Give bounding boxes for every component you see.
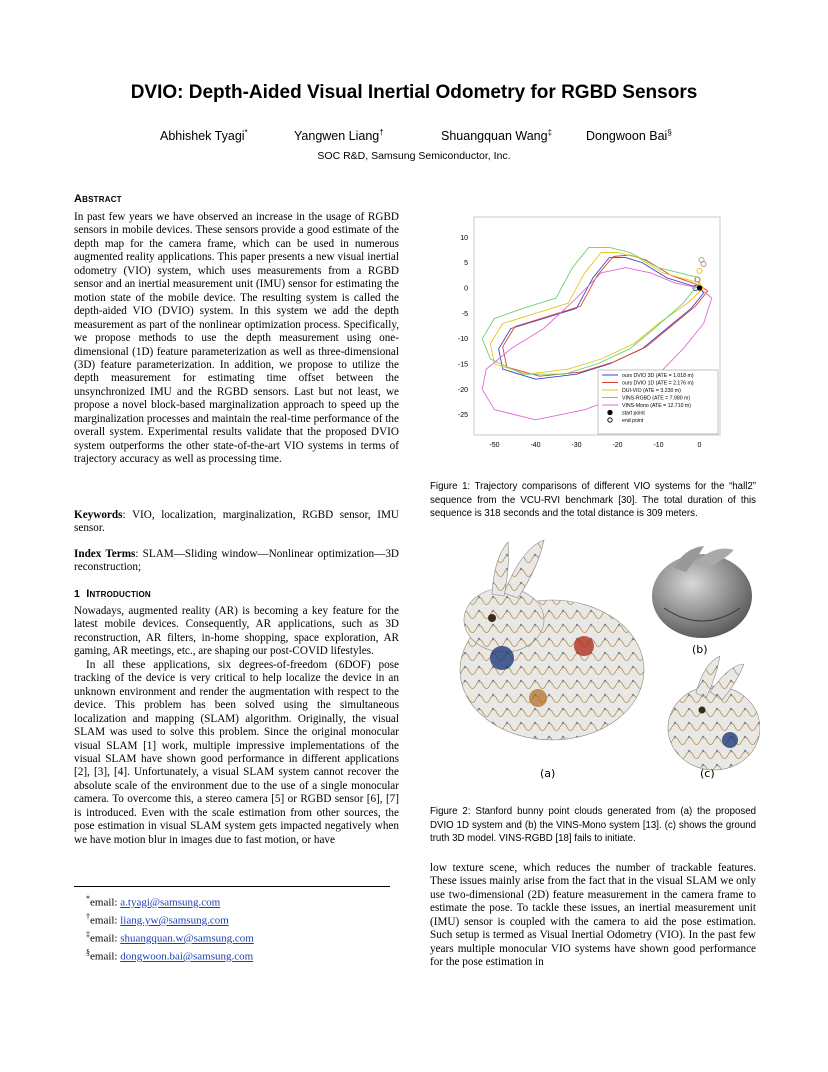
- abstract-section: [74, 193, 399, 467]
- email-link-2[interactable]: liang.yw@samsung.com: [120, 914, 229, 927]
- legend-label-5: VINS-Mono (ATE = 12.710 m): [622, 403, 691, 409]
- x-tick-label: -10: [653, 442, 664, 449]
- figure-2-caption: Figure 2: Stanford bunny point clouds generated from (a) the proposed DVIO 1D system and (b) the VINS-Mono system [13]. (c) shows the ground truth 3D model. VINS-RGBD [18] fails to initiate.: [430, 806, 756, 845]
- bunny-a-image: [460, 540, 644, 740]
- index-terms-text: : SLAM—Sliding window—Nonlinear optimization—3D reconstruction;: [74, 548, 399, 574]
- intro-paragraph-1: Nowadays, augmented reality (AR) is becoming a key feature for the latest mobile devices. Consequently, AR applications, such as 3D reconstruction, AR filters, in-home shopping, space exploration, AR gaming, AR meetings, etc., are shaping our post-COVID lifestyles.: [74, 605, 399, 658]
- intro-paragraph-2: In all these applications, six degrees-of-freedom (6DOF) pose tracking of the device is very critical to help localize the device in an unknown environment and render the augmentation with respect to the device. This problem has been solved using the simultaneous localization and mapping (SLAM) algorithm. Originally, the visual SLAM was used to solve this problem. Since the original monocular visual SLAM [1] work, multiple impressive implementations of the visual SLAM have shown good performance in different applications [2], [3], [4]. Unfortunately, a visual SLAM system cannot recover the absolute scale of the environment due to the use of a single monocular camera. To overcome this, a stereo camera [5] or RGBD sensor [6], [7] is introduced. Even with the scale estimation from other sources, the pose estimation in visual SLAM system gets impacted negatively when we have motion blur in images due to fast motion, or have: [74, 658, 399, 846]
- footnote-1: *email: a.tyagi@samsung.com: [86, 894, 221, 909]
- footnote-3: ‡email: shuangquan.w@samsung.com: [86, 930, 254, 945]
- legend-label-4: VINS-RGBD (ATE = 7.980 m): [622, 395, 691, 402]
- y-tick-label: -5: [461, 310, 468, 318]
- footnote-2: †email: liang.yw@samsung.com: [86, 912, 229, 927]
- trajectory-chart: [446, 212, 746, 462]
- y-tick-label: -10: [457, 336, 468, 344]
- y-tick-label: -25: [457, 412, 468, 420]
- bunny-figure: [434, 538, 760, 790]
- x-tick-label: 0: [697, 442, 702, 449]
- bunny-c-image: [668, 656, 760, 770]
- legend-label-1: ours DVIO 3D (ATE = 1.018 m): [622, 373, 694, 379]
- series-end-marker-3: [697, 268, 702, 273]
- bunny-b-image: [652, 546, 752, 638]
- start-point-marker: [697, 285, 702, 290]
- footnote-rule: [74, 886, 390, 887]
- legend-marker-1: [608, 410, 612, 414]
- figure-2-label-c: (c): [700, 767, 715, 780]
- footnote-4: §email: dongwoon.bai@samsung.com: [86, 948, 254, 963]
- index-terms-label: Index Terms: [74, 548, 136, 560]
- email-link-1[interactable]: a.tyagi@samsung.com: [120, 896, 221, 909]
- figure-2-label-b: (b): [692, 643, 708, 656]
- series-end-marker-5: [701, 261, 706, 266]
- legend-label-3: DUI-VIO (ATE = 3.230 m): [622, 388, 681, 394]
- abstract-heading: Abstract: [74, 193, 122, 205]
- email-link-3[interactable]: shuangquan.w@samsung.com: [120, 932, 254, 945]
- abstract-text: In past few years we have observed an increase in the usage of RGBD sensors in mobile devices. These sensors provide a good estimate of the depth map for the camera frame, which can be used in numerous augmented reality applications. This paper presents a new visual inertial odometry (VIO) system, which uses measurements from a RGBD sensor and an inertial measurement unit (IMU) sensor for estimating the motion state of the mobile device. The resulting system is called the depth-aided VIO (DVIO) system. In this system we add the depth measurement as part of the nonlinear optimization process. Specifically, we propose methods to use the depth measurement using one-dimensional (1D) feature parameterization as well as three-dimensional (3D) feature parameterization. In addition, we propose to utilize the depth measurement for estimating time offset between the unsynchronized IMU and the RGBD sensors. Last but not least, we propose a novel block-based marginalization approach to speed up the marginalization processes and maintain the real-time performance of the overall system. Experimental results validate that the proposed DVIO system outperforms the other state-of-the-art VIO systems in terms of trajectory accuracy as well as processing time.: [74, 211, 399, 466]
- keywords-text: : VIO, localization, marginalization, RGBD sensor, IMU sensor.: [74, 509, 399, 535]
- y-tick-label: 5: [464, 260, 468, 268]
- introduction-section: [74, 588, 399, 847]
- paper-title: DVIO: Depth-Aided Visual Inertial Odometry for RGBD Sensors: [130, 82, 698, 103]
- y-tick-label: -15: [457, 361, 468, 369]
- author-1: Abhishek Tyagi*: [160, 128, 248, 144]
- legend-marker-label-2: end point: [622, 418, 644, 424]
- y-tick-label: 10: [460, 234, 468, 242]
- y-tick-label: -20: [457, 386, 468, 394]
- figure-1-caption: Figure 1: Trajectory comparisons of different VIO systems for the “hall2” sequence from the VCU-RVI benchmark [30]. The total duration of this sequence is 318 seconds and the total distance is 309 meters.: [430, 481, 756, 520]
- author-3: Shuangquan Wang‡: [441, 128, 553, 144]
- figure-2-label-a: (a): [540, 767, 556, 780]
- x-tick-label: -20: [612, 442, 623, 449]
- y-tick-label: 0: [464, 285, 468, 293]
- index-terms: [74, 548, 399, 575]
- series-line-2: [503, 255, 708, 376]
- keywords-label: Keywords: [74, 509, 123, 521]
- email-link-4[interactable]: dongwoon.bai@samsung.com: [120, 950, 254, 963]
- x-tick-label: -50: [489, 442, 500, 449]
- author-2: Yangwen Liang†: [294, 128, 384, 144]
- series-line-4: [482, 247, 699, 374]
- intro-heading: 1 Introduction: [74, 588, 151, 600]
- legend-label-2: ours DVIO 1D (ATE = 2.176 m): [622, 380, 694, 387]
- keywords: [74, 509, 399, 536]
- author-4: Dongwoon Bai§: [586, 128, 672, 144]
- legend-marker-label-1: start point: [622, 410, 645, 417]
- affiliation: SOC R&D, Samsung Semiconductor, Inc.: [317, 150, 511, 162]
- footnotes: [86, 892, 386, 964]
- x-tick-label: -30: [571, 442, 582, 449]
- right-column-text: low texture scene, which reduces the number of trackable features. These issues mainly arise from the fact that in the visual SLAM we only use two-dimensional (2D) feature measurement in the camera frame to estimate the pose. To tackle these issues, an inertial measurement unit (IMU) sensor is coupled with the camera to aid the pose estimation. Such setup is termed as Visual Inertial Odometry (VIO). In the past few years multiple monocular VIO systems have shown good performance for the pose estimation in: [430, 862, 756, 969]
- x-tick-label: -40: [530, 442, 541, 449]
